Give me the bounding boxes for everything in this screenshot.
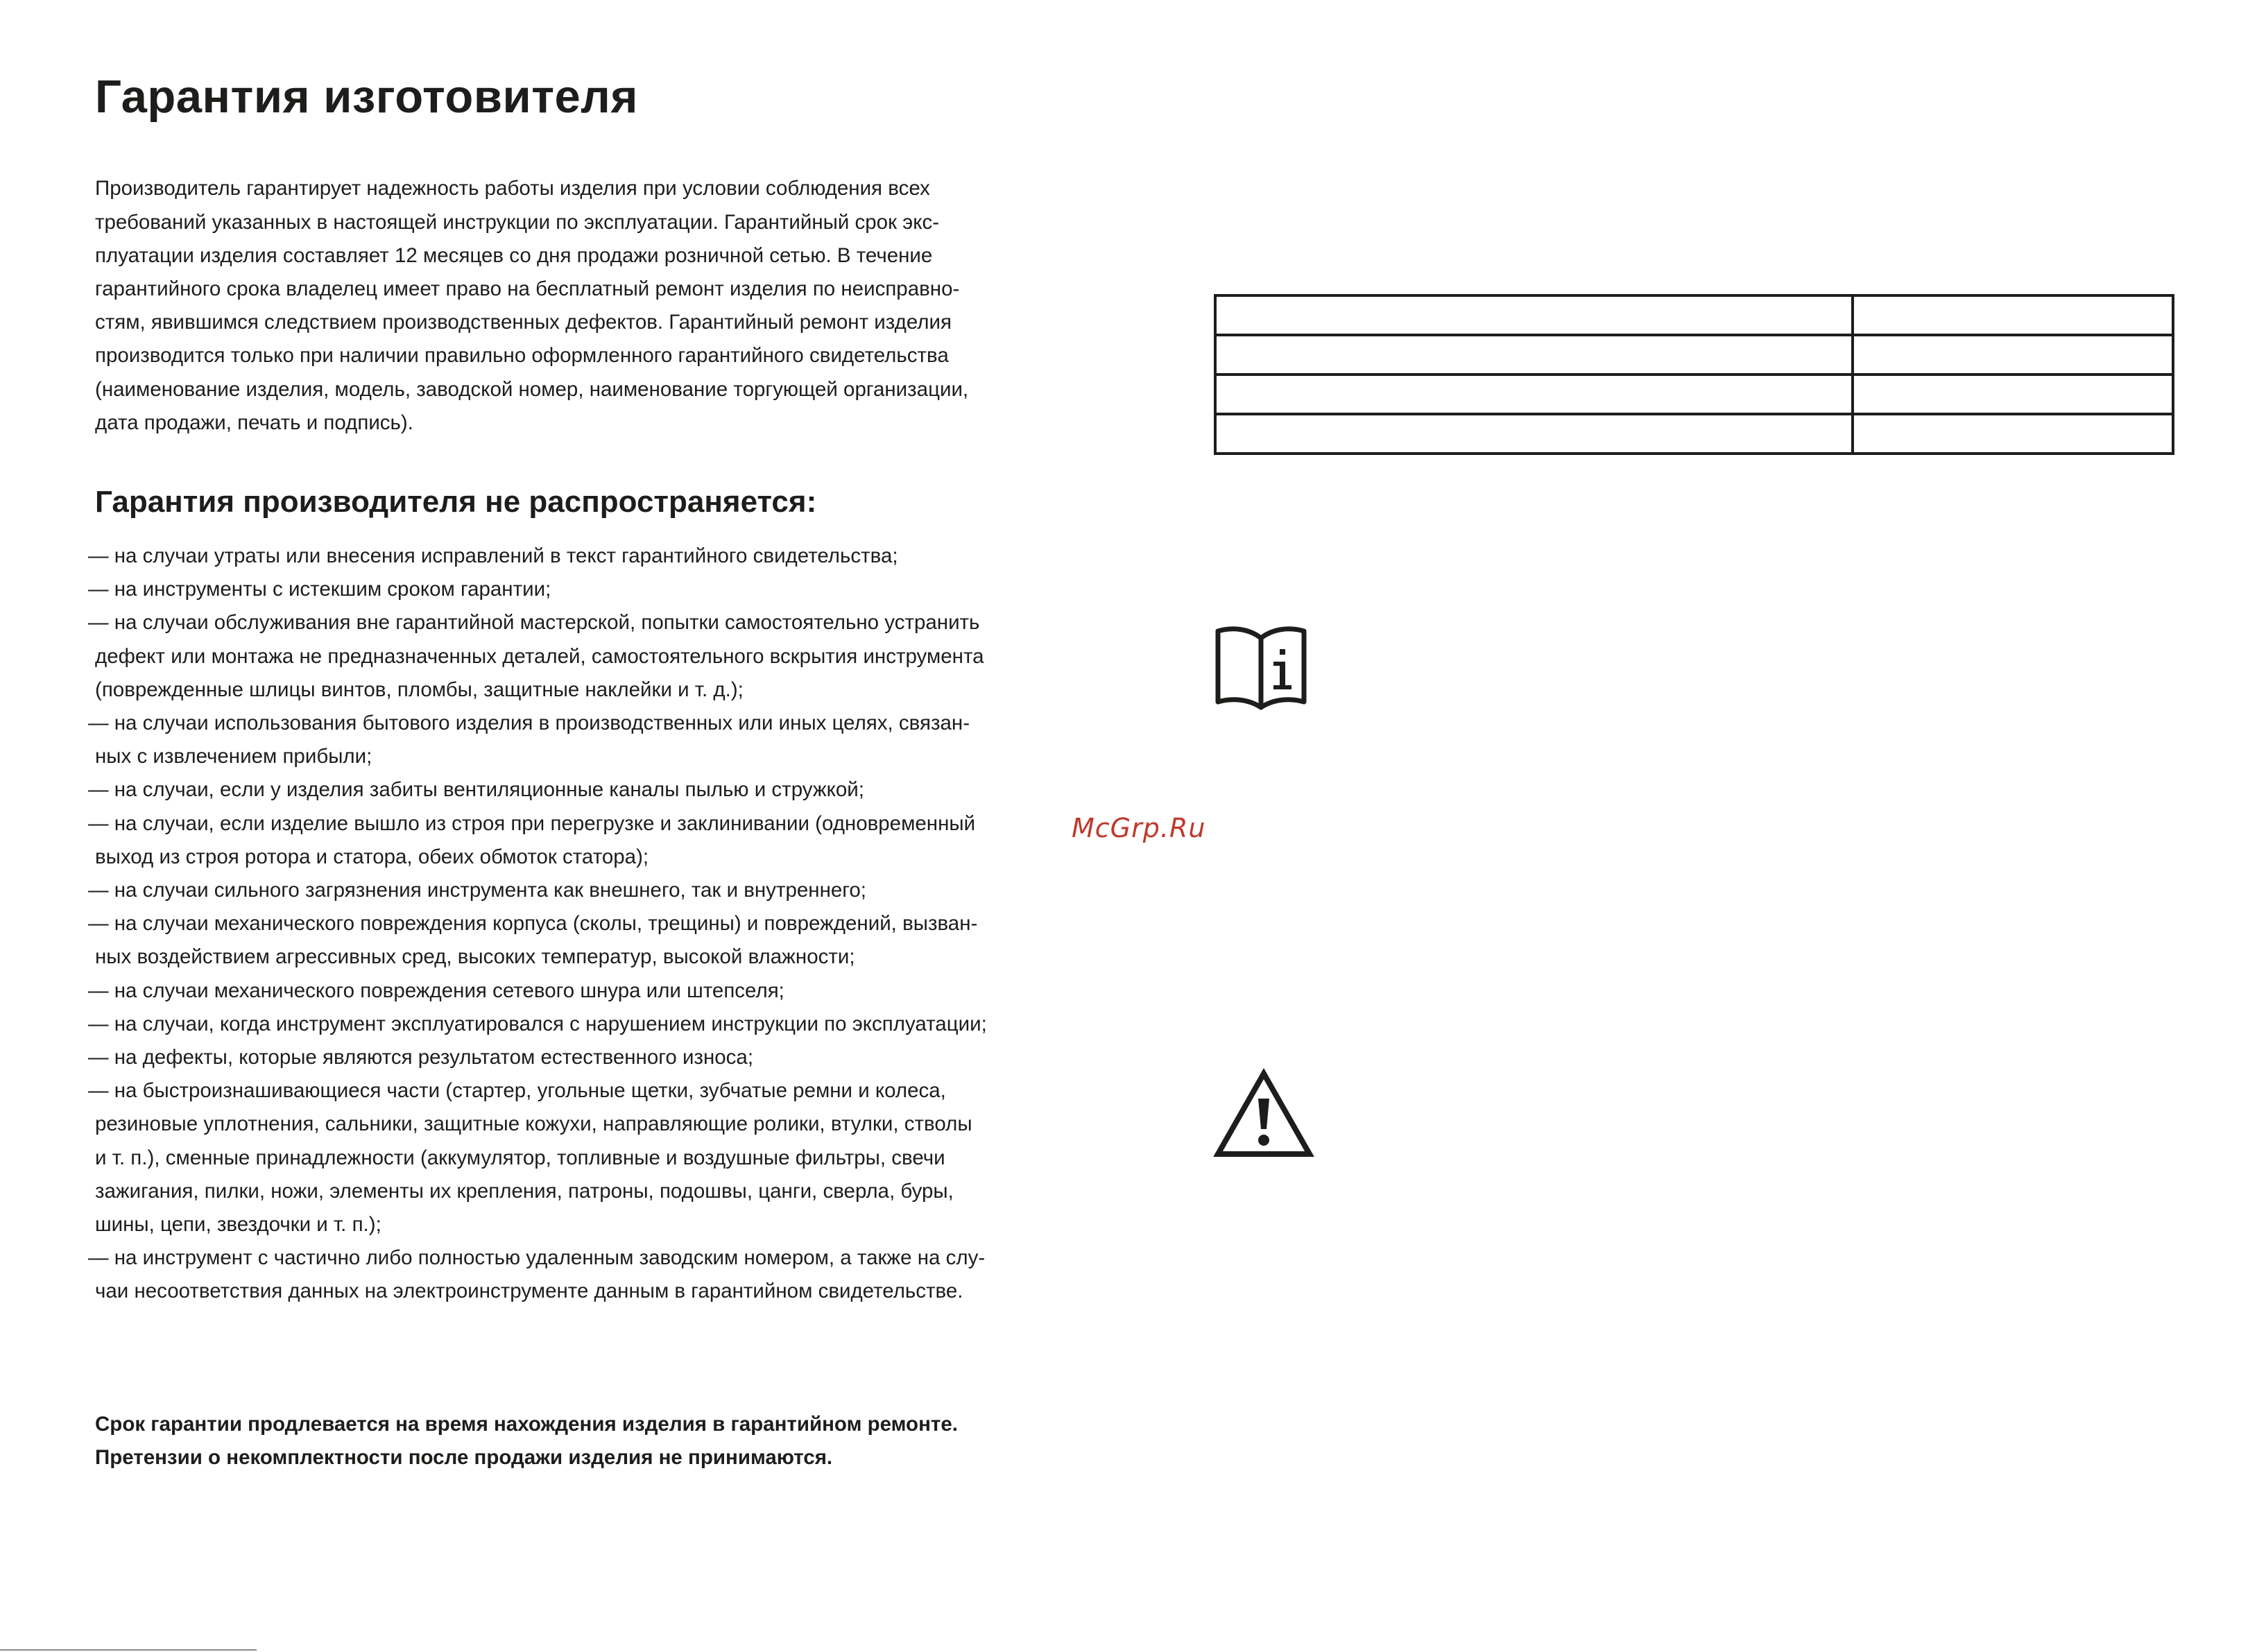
exclusion-line: и т. п.), сменные принадлежности (аккумулятор, топливные и воздушные фильтры, свечи — [95, 1146, 945, 1169]
table-cell — [1215, 375, 1853, 414]
exclusion-line: — на случаи, если изделие вышло из строя при перегрузке и заклинивании (одновременный — [88, 811, 976, 835]
table-cell — [1215, 295, 1853, 335]
exclusion-line: — на инструмент с частично либо полностью удаленным заводским номером, а также на слу- — [88, 1246, 986, 1270]
watermark-logo: McGrp.Ru — [1072, 813, 1206, 843]
warranty-note: Претензии о некомплектности после продажи изделия не принимаются. — [95, 1446, 833, 1470]
exclusions-heading: Гарантия производителя не распространяется: — [95, 485, 817, 519]
page-bottom-rule — [0, 1649, 257, 1651]
exclusion-line: — на случаи использования бытового изделия в производственных или иных целях, связан- — [88, 712, 970, 735]
exclusion-line: — на быстроизнашивающиеся части (стартер, угольные щетки, зубчатые ремни и колеса, — [88, 1079, 946, 1103]
left-column — [88, 69, 1066, 1470]
page-title: Гарантия изготовителя — [95, 71, 638, 123]
intro-line: Производитель гарантирует надежность работы изделия при условии соблюдения всех — [95, 177, 930, 200]
table-row — [1215, 375, 2173, 414]
exclusion-line: дефект или монтажа не предназначенных деталей, самостоятельного вскрытия инструмента — [95, 644, 984, 668]
exclusion-line: — на случаи обслуживания вне гарантийной мастерской, попытки самостоятельно устранить — [88, 611, 980, 635]
table-cell — [1853, 414, 2173, 454]
warning-triangle-icon — [1212, 1068, 1315, 1160]
warranty-notes — [95, 1408, 958, 1474]
exclusion-line: резиновые уплотнения, сальники, защитные кожухи, направляющие ролики, втулки, стволы — [95, 1112, 972, 1136]
table-cell — [1215, 414, 1853, 454]
intro-line: плуатации изделия составляет 12 месяцев со дня продажи розничной сетью. В течение — [95, 243, 933, 267]
exclusion-line: чаи несоответствия данных на электроинструменте данным в гарантийном свидетельстве. — [95, 1280, 963, 1303]
table-row — [1215, 295, 2173, 335]
exclusion-line: — на случаи, если у изделия забиты вентиляционные каналы пылью и стружкой; — [88, 778, 864, 802]
exclusion-line: ных воздействием агрессивных сред, высоких температур, высокой влажности; — [95, 945, 855, 969]
exclusion-line: ных с извлечением прибыли; — [95, 745, 372, 768]
intro-line: гарантийного срока владелец имеет право на бесплатный ремонт изделия по неисправно- — [95, 277, 960, 300]
exclusion-line: зажигания, пилки, ножи, элементы их крепления, патроны, подошвы, цанги, сверла, буры, — [95, 1179, 954, 1203]
exclusion-line: — на инструменты с истекшим сроком гарантии; — [88, 578, 551, 601]
exclusion-line: (поврежденные шлицы винтов, пломбы, защитные наклейки и т. д.); — [95, 678, 744, 701]
exclusion-line: — на случаи, когда инструмент эксплуатировался с нарушением инструкции по эксплуатации; — [88, 1012, 987, 1035]
table-row — [1215, 414, 2173, 454]
exclusion-line: шины, цепи, звездочки и т. п.); — [95, 1213, 381, 1237]
exclusion-line: — на случаи утраты или внесения исправлений в текст гарантийного свидетельства; — [88, 544, 898, 567]
exclusion-line: — на случаи механического повреждения корпуса (сколы, трещины) и повреждений, вызван- — [88, 912, 978, 936]
table-cell — [1215, 335, 1853, 375]
intro-line: требований указанных в настоящей инструкции по эксплуатации. Гарантийный срок экс- — [95, 210, 940, 234]
table-cell — [1853, 375, 2173, 414]
intro-line: дата продажи, печать и подпись). — [95, 411, 413, 434]
intro-line: стям, явившимся следствием производственных дефектов. Гарантийный ремонт изделия — [95, 311, 952, 334]
warranty-note: Срок гарантии продлевается на время нахождения изделия в гарантийном ремонте. — [95, 1413, 958, 1436]
intro-line: производится только при наличии правильно оформленного гарантийного свидетельства — [95, 344, 949, 368]
table-cell — [1853, 295, 2173, 335]
manual-info-icon — [1212, 626, 1310, 712]
intro-paragraph — [95, 172, 1073, 440]
exclusion-line: — на дефекты, которые являются результатом естественного износа; — [88, 1046, 754, 1069]
table-cell — [1853, 335, 2173, 375]
exclusions-list — [88, 540, 1108, 1309]
exclusion-line: — на случаи сильного загрязнения инструмента как внешнего, так и внутреннего; — [88, 879, 866, 902]
exclusion-line: — на случаи механического повреждения сетевого шнура или штепселя; — [88, 979, 784, 1002]
table-row — [1215, 335, 2173, 375]
warranty-form-table — [1214, 294, 2174, 455]
intro-line: (наименование изделия, модель, заводской номер, наименование торгующей организации, — [95, 377, 969, 401]
exclusion-line: выход из строя ротора и статора, обеих обмоток статора); — [95, 845, 649, 868]
